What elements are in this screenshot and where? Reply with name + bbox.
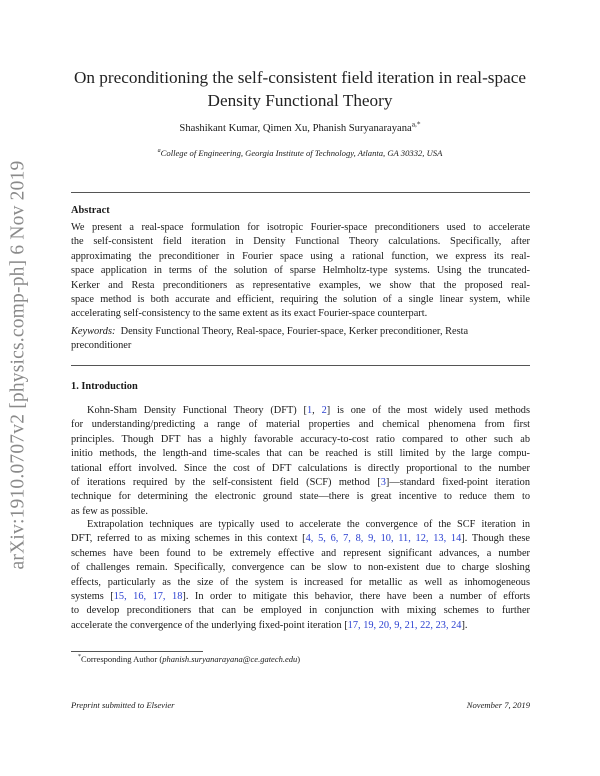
keywords-label: Keywords: <box>71 326 116 337</box>
footnote-corresponding-author <box>78 654 300 664</box>
keywords <box>71 325 530 354</box>
text-run: ]. Though these <box>461 533 531 545</box>
abstract-bottom-rule <box>71 365 530 366</box>
text-run: ]. <box>461 619 468 631</box>
paragraph-line: technique for determining the electronic ground state—there is great incentive to reduce them to <box>71 491 530 503</box>
author-names: Shashikant Kumar, Qimen Xu, Phanish Suryanarayana <box>179 123 412 134</box>
intro-paragraph-2 <box>71 518 530 633</box>
paragraph-line: of challenges remain. Specifically, convergence can be slow to non-existent due to charge sloshing <box>71 562 530 574</box>
citation-link[interactable]: 1 <box>307 405 313 416</box>
footer-date: November 7, 2019 <box>466 700 530 710</box>
abstract-line: accelerating self-consistency to the same extent as its exact Fourier-space counterpart. <box>71 308 428 320</box>
author-list <box>60 119 540 136</box>
author-mark: a,* <box>411 119 421 129</box>
keywords-line-2: preconditioner <box>71 340 132 352</box>
text-run: accelerate the convergence of the underlying fixed-point iteration [ <box>71 619 348 631</box>
paragraph-line: effects, particularly as the size of the system is increased for metallic as well as inhomogeneous <box>71 576 530 588</box>
arxiv-identifier-stamp <box>2 150 34 580</box>
paragraph-line <box>71 532 530 546</box>
text-run: ]. In order to mitigate this behavior, there have been a number of efforts <box>182 591 531 603</box>
section-heading-introduction: 1. Introduction <box>71 381 138 392</box>
title-line-2: Density Functional Theory <box>207 91 393 110</box>
citation-links[interactable]: 4, 5, 6, 7, 8, 9, 10, 11, 12, 13, 14 <box>305 533 462 545</box>
paper-title <box>60 66 540 112</box>
footnote-email: phanish.suryanarayana@ce.gatech.edu <box>162 654 298 664</box>
paragraph-line: to develop preconditioners that can be employed in conjunction with mixing schemes to further <box>71 605 530 617</box>
abstract-body <box>71 221 530 322</box>
abstract-line: Kerker and Resta preconditioners as representative examples, we show that the proposed real- <box>71 279 530 291</box>
footnote-close: ) <box>297 654 301 664</box>
paragraph-line: tational effort involved. Since the cost of DFT calculations is directly proportional to the number <box>71 462 530 474</box>
footer-preprint-note: Preprint submitted to Elsevier <box>71 700 175 710</box>
title-line-1: On preconditioning the self-consistent field iteration in real-space <box>74 68 526 87</box>
text-run: of iterations required by the self-consistent field (SCF) method [ <box>71 477 381 489</box>
keywords-line-1 <box>71 325 530 339</box>
text-run: ]—standard fixed-point iteration <box>385 477 530 489</box>
citation-links[interactable]: 17, 19, 20, 9, 21, 22, 23, 24 <box>347 619 462 631</box>
paragraph-line <box>71 619 530 633</box>
paragraph-line: Extrapolation techniques are typically used to accelerate the convergence of the SCF iteration in <box>87 519 530 530</box>
affiliation-text: College of Engineering, Georgia Institute of Technology, Atlanta, GA 30332, USA <box>160 148 443 158</box>
citation-link[interactable]: 3 <box>380 477 386 489</box>
intro-paragraph-1 <box>71 404 530 519</box>
keywords-text-1: Density Functional Theory, Real-space, Fourier-space, Kerker preconditioner, Resta <box>120 326 469 337</box>
paragraph-line <box>71 404 530 418</box>
abstract-line: space application in terms of the solution of sparse Helmholtz-type systems. Using the truncated- <box>71 265 530 277</box>
footnote-text: Corresponding Author ( <box>80 654 163 664</box>
abstract-top-rule <box>71 192 530 193</box>
abstract-line: space method is both accurate and efficient, requiring the solution of a single linear system, while <box>71 294 530 306</box>
text-run: systems [ <box>71 591 114 603</box>
paragraph-line: initio methods, the length-and time-scales that can be reached is still limited by the large compu- <box>71 448 530 460</box>
paragraph-line: principles. Though DFT has a highly favorable accuracy-to-cost ratio compared to other such ab <box>71 433 530 445</box>
abstract-heading: Abstract <box>71 205 110 216</box>
abstract-line: the self-consistent field iteration in Density Functional Theory calculations. Specifically, after <box>71 236 530 248</box>
footnote-mark: * <box>78 654 81 661</box>
paragraph-line <box>71 476 530 490</box>
arxiv-stamp-text: arXiv:1910.0707v2 [physics.comp-ph] 6 Nov 2019 <box>7 160 28 570</box>
text-run: ] is one of the most widely used methods <box>326 405 530 416</box>
text-run: Kohn-Sham Density Functional Theory (DFT) [ <box>87 405 307 416</box>
paragraph-line: schemes have been found to be extremely effective and represent significant advances, a number <box>71 547 530 559</box>
citation-link[interactable]: 2 <box>321 405 327 416</box>
text-run: DFT, referred to as mixing schemes in this context [ <box>71 533 306 545</box>
text-run: , <box>312 405 322 416</box>
citation-links[interactable]: 15, 16, 17, 18 <box>113 591 183 603</box>
affiliation <box>60 148 540 158</box>
affiliation-mark: a <box>157 148 161 155</box>
abstract-line: approximating the preconditioner in Fourier space using a rational function, we express its real- <box>71 250 530 262</box>
paragraph-line: as few as possible. <box>71 505 148 517</box>
paragraph-line: for understanding/predicting a range of material properties and chemical phenomena from first <box>71 419 530 431</box>
paragraph-line <box>71 590 530 604</box>
footnote-rule <box>71 651 203 652</box>
abstract-line: We present a real-space formulation for isotropic Fourier-space preconditioners used to accelerate <box>71 222 530 233</box>
